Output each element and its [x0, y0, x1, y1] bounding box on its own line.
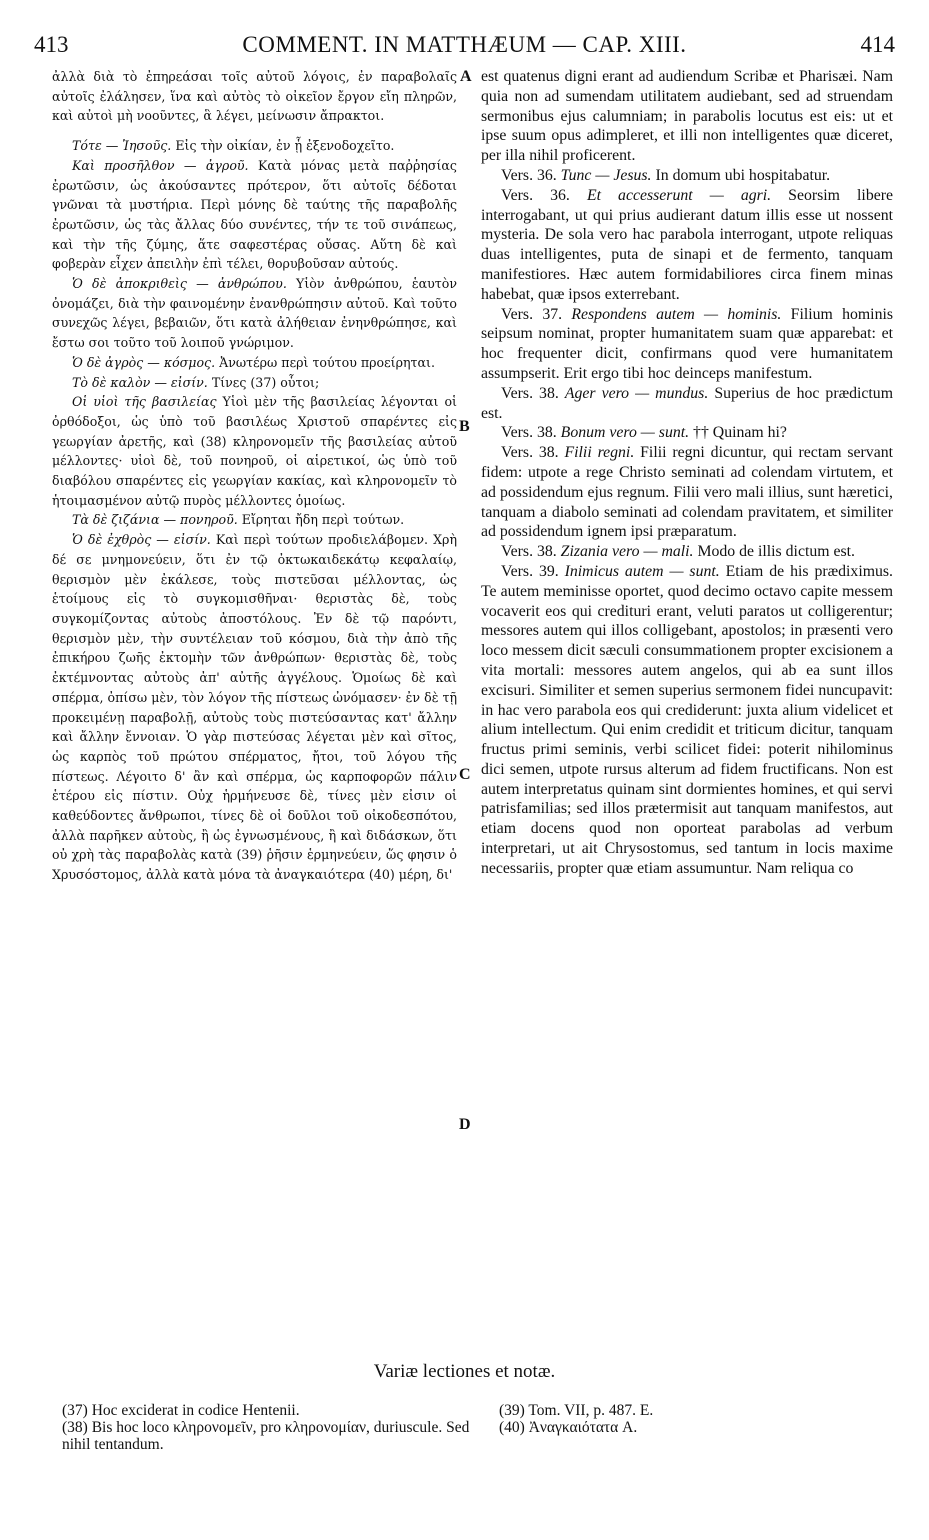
margin-letter-b: B: [459, 418, 470, 435]
footnote: (40) Ἀναγκαιότατα A.: [499, 1419, 638, 1436]
greek-paragraph: Οἱ υἱοὶ τῆς βασιλείας Υἱοὶ μὲν τῆς βασιλείας λέγονται οἱ ὀρθόδοξοι, ὡς ὑπὸ τοῦ βασιλέως Χριστοῦ σπαρέντες εἰς γεωργίαν ἀρετῆς, καὶ (38) κληρονομεῖν τῆς βασιλείας αὐτοῦ μέλλοντες· υἱοὶ δὲ, τοῦ πονηροῦ, οἱ αἱρετικοί, ὡς ὑπὸ τοῦ διαβόλου σπαρέντες εἰς γεωργίαν κακίας, καὶ κληρονομεῖν τὸ ἡτοιμασμένον αὐτῷ πυρὸς μέλλοντες ὁμοίως.: [52, 394, 457, 508]
greek-paragraph: Τότε — Ἰησοῦς. Εἰς τὴν οἰκίαν, ἐν ᾗ ἐξενοδοχεῖτο.: [72, 138, 395, 154]
latin-paragraph: Vers. 36. Tunc — Jesus. In domum ubi hospitabatur.: [501, 166, 831, 184]
greek-lemma: Ὁ δὲ ἀγρὸς — κόσμος.: [72, 354, 216, 370]
notes-title: Variæ lectiones et notæ.: [373, 1361, 556, 1382]
greek-paragraph: Καὶ προσῆλθον — ἀγροῦ. Κατὰ μόνας μετὰ παῤῥησίας ἐρωτῶσιν, ὡς ἀκούσαντες πρότερον, ὅτι αὐτοῖς δέδοται γνῶναι τὰ μυστήρια. Περὶ μόνης δὲ ταύτης τῆς παραβολῆς ἐρωτῶσιν, ὡς τὰς ἄλλας δύο συνέντες, τήν τε τοῦ σινάπεως, καὶ τὴν τῆς ζύμης, ἅτε σαφεστέρας οὔσας. Αὕτη δὲ καὶ φοβερὰν εἶχεν ἀπειλὴν ἐπὶ τέλει, θορυβοῦσαν αὐτούς.: [52, 157, 457, 272]
greek-lemma: Τὸ δὲ καλὸν — εἰσίν.: [72, 374, 208, 390]
footnote: (38) Bis hoc loco κληρονομεῖν, pro κληρονομίαν, duriuscule. Sed nihil tentandum.: [62, 1419, 470, 1453]
margin-letter-a: A: [460, 68, 472, 85]
notes-left: [62, 1402, 472, 1453]
greek-lemma: Καὶ προσῆλθον — ἀγροῦ.: [72, 157, 249, 173]
latin-paragraph: Vers. 36. Et accesserunt — agri. Seorsim libere interrogabant, ut qui prius audierant datum illis esse ut nossent mysteria. De sola vero hac parabola interrogant, utpote reliquas duas intelligentes, puta de sinapi et de fermento, tanquam manifestiores. Hæc autem formidabiliores circa finem minas habebat, quæ ipsos exterrebant.: [481, 186, 894, 303]
footnote: (37) Hoc exciderat in codice Hentenii.: [62, 1402, 300, 1419]
latin-lemma: Filii regni.: [564, 444, 635, 462]
greek-lemma: Ὁ δὲ ἐχθρὸς — εἰσίν.: [72, 532, 211, 548]
greek-paragraph: Τὸ δὲ καλὸν — εἰσίν. Τίνες (37) οὗτοι;: [72, 374, 320, 390]
latin-paragraph: Vers. 38. Bonum vero — sunt. †† Quinam hi?: [501, 424, 787, 442]
latin-paragraph: Vers. 38. Ager vero — mundus. Superius de hoc prædictum est.: [481, 384, 893, 422]
latin-lemma: Ager vero — mundus.: [564, 384, 709, 402]
greek-paragraph: Τὰ δὲ ζιζάνια — πονηροῦ. Εἴρηται ἤδη περὶ τούτων.: [72, 512, 405, 528]
greek-lemma: Τότε — Ἰησοῦς.: [72, 138, 172, 154]
greek-column: [52, 67, 457, 885]
greek-lemma: Ὁ δὲ ἀποκριθεὶς — ἀνθρώπου.: [72, 276, 287, 292]
latin-paragraph: est quatenus digni erant ad audiendum Scribæ et Pharisæi. Nam quia non ad sumendam utilitatem audiebant, sed ad struendam sermonibus ejus calumniam; in parabolis locutus est eis: ut et ipse suum opus adimpleret, et illi non intelligentes quæ diceret, per illa nihil proficerent.: [481, 68, 893, 165]
latin-column: [481, 67, 893, 879]
notes-right: [499, 1402, 879, 1436]
page-number-right: 414: [860, 32, 895, 57]
latin-lemma: Zizania vero — mali.: [560, 543, 694, 561]
margin-letter-c: C: [459, 766, 471, 783]
latin-lemma: Tunc — Jesus.: [560, 166, 652, 184]
running-title: COMMENT. IN MATTHÆUM — CAP. XIII.: [242, 32, 687, 57]
latin-lemma: Inimicus autem — sunt.: [564, 562, 720, 580]
latin-lemma: Respondens autem — hominis.: [571, 305, 782, 323]
page-header: [34, 32, 895, 62]
page-number-left: 413: [34, 32, 69, 57]
greek-paragraph: Ὁ δὲ ἐχθρὸς — εἰσίν. Καὶ περὶ τούτων προδιελάβομεν. Χρὴ δέ σε μνημονεύειν, ὅτι ἐν τῷ ὀκτωκαιδεκάτῳ κεφαλαίῳ, θερισμὸν μὲν ἐκάλεσε, τοὺς πιστεῦσαι μέλλοντας, ὡς ἑτοίμους εἰς τὸ συγκομισθῆναι· θεριστὰς δὲ, τοὺς συγκομίζοντας αὐτοὺς ἀποστόλους. Ἐν δὲ τῷ παρόντι, θερισμὸν μὲν, τὴν συντέλειαν τοῦ κόσμου, διὰ τὴν ἀπὸ τῆς ἐπικήρου ζωῆς ἐκτομὴν τῶν ἀνθρώπων· θεριστὰς δὲ, τοὺς ἐκτέμνοντας αὐτοὺς ἀπ' αὐτῆς ἀγγέλους. Ὁμοίως δὲ καὶ σπέρμα, ὀπίσω μὲν, τὸν λόγον τῆς πίστεως ὠνόμασεν· ἐν δὲ τῇ προκειμένῃ παραβολῇ, αὐτοὺς τοὺς πιστεύσαντας κατ' ἄλλην καὶ ἄλλην ἔννοιαν. Ὁ γὰρ πιστεύσας λέγεται μὲν καὶ σῖτος, ὡς καρπὸς τοῦ πρώτου σπέρματος, ἤτοι, τοῦ λόγου τῆς πίστεως. Λέγοιτο δ' ἂν καὶ σπέρμα, ὡς καρποφορῶν πάλιν ἑτέρου εἰς πίστιν. Οὐχ ἡρμήνευσε δὲ, τίνες μὲν εἰσιν οἱ καθεύδοντες ἄνθρωποι, τίνες δὲ οἱ δοῦλοι τοῦ οἰκοδεσπότου, ἀλλὰ παρῆκεν αὐτοὺς, ἢ ὡς ἐγνωσμένους, ἢ καὶ διδάσκων, ὅτι οὐ χρὴ τὰς παραβολὰς κατὰ (39) ῥῆσιν ἑρμηνεύειν, ὥς φησιν ὁ Χρυσόστομος, ἀλλὰ κατὰ μόνα τὰ ἀναγκαιότερα (40) μέρη, δι': [52, 532, 457, 883]
latin-paragraph: Vers. 39. Inimicus autem — sunt. Etiam de his prædiximus. Te autem meminisse oportet, quod decimo octavo capite messem vocaverit eos qui credituri erant, veluti paratos ut colligerentur; messores autem qui illos colligebant, apostolos; in præsenti vero loco messem dicit sæculi consummationem propter excisionem a vita mortali: messores autem angelos, qui ab ea sunt illos excisuri. Similiter et semen superius sermonem fidei nuncupavit: in hac vero parabola eos qui crediderunt: juxta alium videlicet et alium intellectum. Qui enim credidit et triticum dicitur, tanquam fructus primi seminis, verbi scilicet fidei: poterit nihilominus dici semen, utpote rursus alterum ad fidem fructificans. Non est autem interpretatus quinam sint dormientes homines, et qui servi patrisfamilias; sed illos prætermisit aut tanquam manifestos, aut etiam docens quod non oporteat parabolas ad verbum interpretari, ut ait Chrysostomus, sed tantum in locis maxime necessariis, propter quæ etiam assumuntur. Nam reliqua co: [481, 562, 893, 877]
greek-lemma: Οἱ υἱοὶ τῆς βασιλείας: [72, 394, 217, 410]
latin-paragraph: Vers. 38. Filii regni. Filii regni dicuntur, qui rectam servant fidem: utpote a rege Christo seminati ad colendam virtutem, et ad possidendum ejus regnum. Filii vero mali illius, sunt hæretici, tanquam a diabolo seminati ad colendam pravitatem, et similiter ad possidendum ignem ipsi præparatum.: [481, 444, 893, 541]
margin-letter-d: D: [459, 1116, 471, 1133]
latin-paragraph: Vers. 38. Zizania vero — mali. Modo de illis dictum est.: [501, 543, 855, 561]
greek-paragraph: Ὁ δὲ ἀγρὸς — κόσμος. Ἀνωτέρω περὶ τούτου προείρηται.: [72, 354, 435, 370]
greek-paragraph: Ὁ δὲ ἀποκριθεὶς — ἀνθρώπου. Υἱὸν ἀνθρώπου, ἑαυτὸν ὀνομάζει, διὰ τὴν φαινομένην ἐνανθρώπησιν αὐτοῦ. Καὶ τοῦτο συνεχῶς λέγει, βεβαιῶν, ὅτι κατὰ ἀλήθειαν ἐνηνθρώπησε, καὶ ἔστω σοι τοῦτο τοῦ λοιποῦ γνώριμον.: [52, 276, 458, 351]
latin-lemma: Et accesserunt — agri.: [586, 186, 772, 204]
latin-paragraph: Vers. 37. Respondens autem — hominis. Filium hominis seipsum nominat, propter humanitatem suam quæ apparebat: et hoc frequenter dicit, confirmans quod vere humanitatem assumpserit. Erit ergo tibi hoc deinceps manifestum.: [481, 305, 894, 382]
greek-paragraph: ἀλλὰ διὰ τὸ ἐπηρεάσαι τοῖς αὐτοῦ λόγοις, ἐν παραβολαῖς αὐτοῖς ἐλάλησεν, ἵνα καὶ αὐτὸς τὸ οἰκεῖον ἔργον εἴη πληρῶν, καὶ αὐτοὶ μὴ νοοῦντες, ἃ λέγει, μείνωσιν ἄπρακτοι.: [52, 69, 457, 124]
greek-lemma: Τὰ δὲ ζιζάνια — πονηροῦ.: [72, 512, 238, 528]
latin-lemma: Bonum vero — sunt.: [560, 424, 690, 442]
footnote: (39) Tom. VII, p. 487. E.: [499, 1402, 654, 1419]
